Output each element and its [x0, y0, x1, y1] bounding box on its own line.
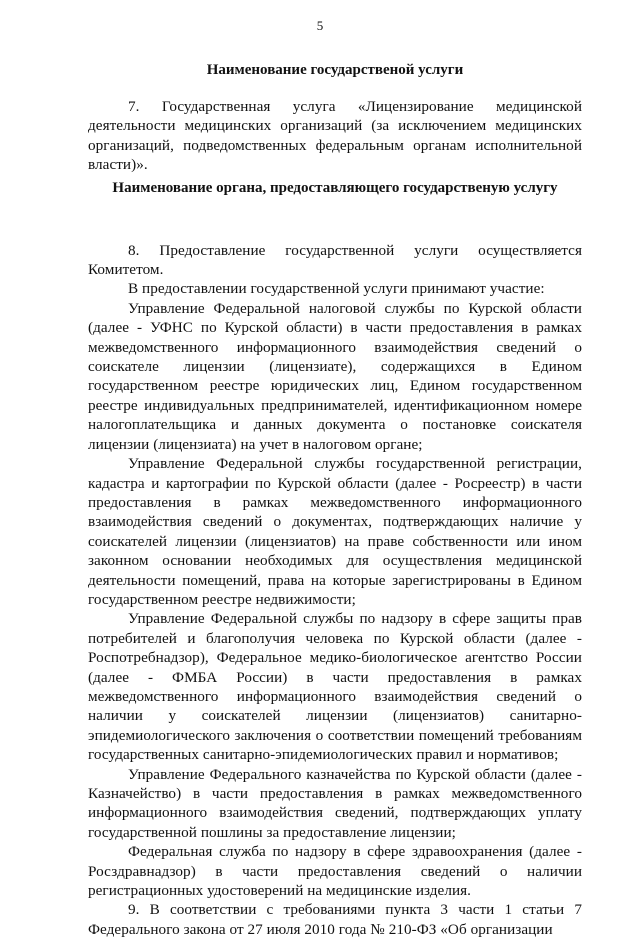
paragraph-rosreestr: Управление Федеральной службы государственной регистрации, кадастра и картографии по Курской области (далее - Росреестр) в части предоставления в рамках межведомственного информационного взаимодействия сведений о документах, подтверждающих наличие у соискателей лицензии (лицензиатов) на праве собственности или ином законном основании необходимых для осуществления медицинской деятельности помещений, права на которые зарегистрированы в Едином государственном реестре недвижимости;	[88, 455, 582, 608]
paragraph-8: 8. Предоставление государственной услуги осуществляется Комитетом.	[88, 241, 582, 279]
paragraph-9: 9. В соответствии с требованиями пункта 3 части 1 статьи 7 Федерального закона от 27 июля 2010 года № 210-ФЗ «Об организации	[88, 901, 582, 938]
document-body	[88, 97, 582, 939]
paragraph-participants: В предоставлении государственной услуги принимают участие:	[128, 280, 545, 298]
service-name-heading: Наименование государственой услуги	[206, 62, 464, 78]
authority-heading: Наименование органа, предоставляющего государственую услугу	[112, 180, 558, 196]
paragraph-7: 7. Государственная услуга «Лицензирование медицинской деятельности медицинских организаций (за исключением медицинских организаций, подведомственных федеральным органам исполнительной власти)».	[88, 98, 582, 174]
paragraph-rospotrebnadzor: Управление Федеральной службы по надзору в сфере защиты прав потребителей и благополучия человека по Курской области (далее - Роспотребнадзор), Федеральное медико-биологическое агентство России (далее - ФМБА России) в части предоставления в рамках межведомственного информационного взаимодействия сведений о наличии у соискателей лицензии (лицензиатов) санитарно-эпидемиологического заключения о соответствии помещений требованиям государственных санитарно-эпидемиологических правил и нормативов;	[88, 610, 582, 764]
paragraph-roszdravnadzor: Федеральная служба по надзору в сфере здравоохранения (далее - Росздравнадзор) в части предоставления сведений о наличии регистрационных удостоверений на медицинские изделия.	[88, 843, 582, 900]
paragraph-kaznacheystvo: Управление Федерального казначейства по Курской области (далее - Казначейство) в части предоставления в рамках межведомственного информационного взаимодействия сведений, подтверждающих уплату государственной пошлины за предоставление лицензии;	[88, 765, 582, 841]
page-number: 5	[316, 18, 324, 33]
paragraph-ufns: Управление Федеральной налоговой службы по Курской области (далее - УФНС по Курской области) в части предоставления в рамках межведомственного информационного взаимодействия сведений о соискателе лицензии (лицензиате), содержащихся в Едином государственном реестре юридических лиц, Едином государственном реестре индивидуальных предпринимателей, идентификационном номере налогоплательщика и данных документа о постановке соискателя лицензии (лицензиата) на учет в налоговом органе;	[88, 299, 582, 453]
